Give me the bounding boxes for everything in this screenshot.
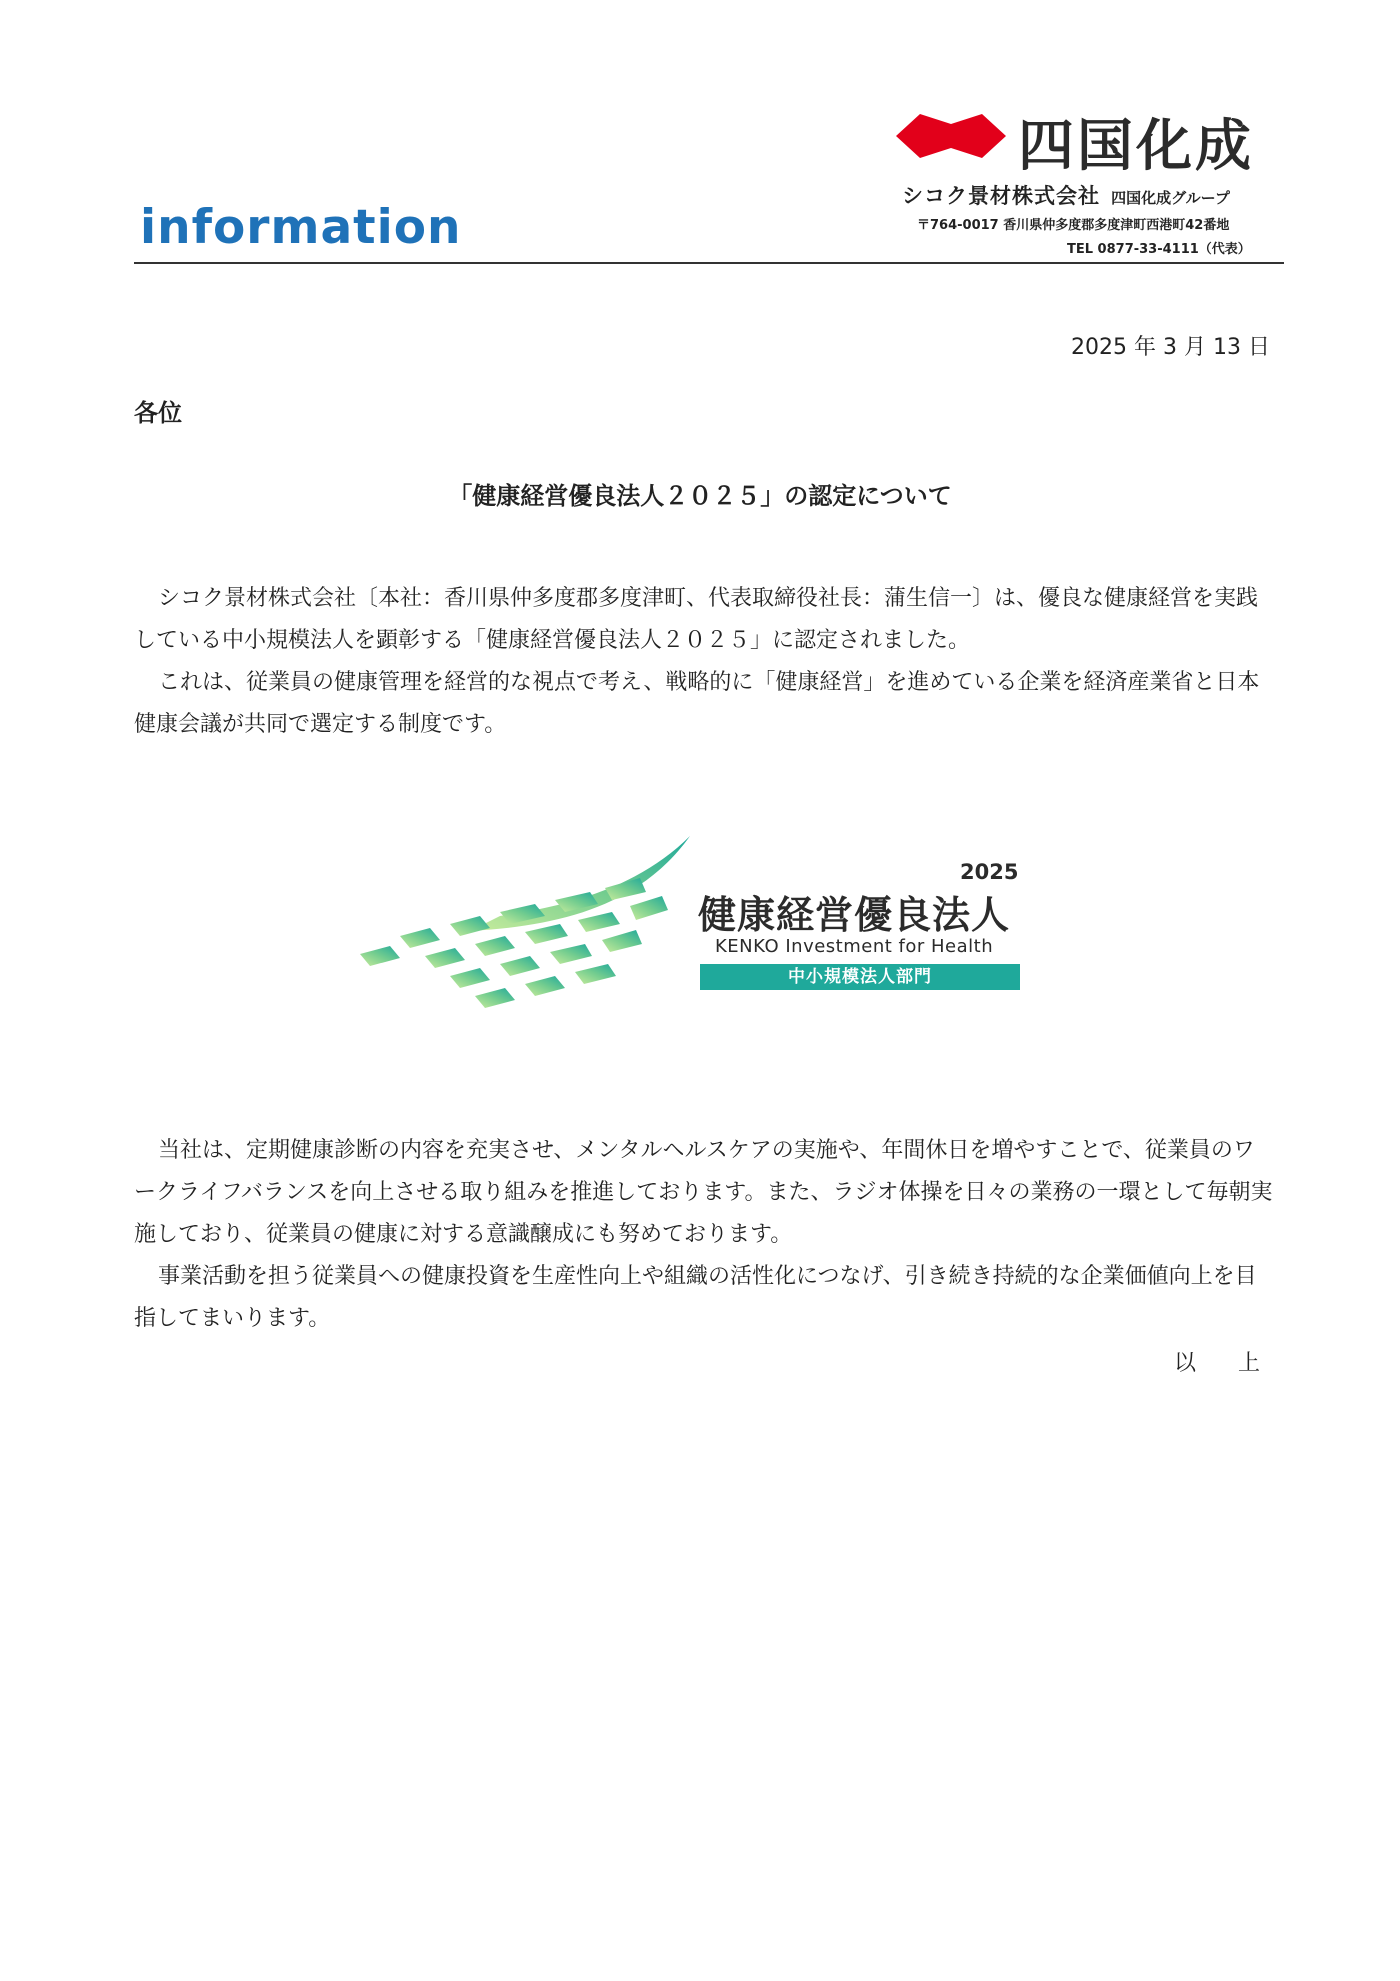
company-tel: TEL 0877-33-4111（代表）: [1067, 242, 1251, 257]
header-divider: [134, 262, 1284, 264]
checkered-wing-icon: [340, 836, 710, 1016]
company-address: 〒764-0017 香川県仲多度郡多度津町西港町42番地: [917, 218, 1230, 233]
brand-name: 四国化成: [1018, 114, 1254, 179]
paragraph-4: 事業活動を担う従業員への健康投資を生産性向上や組織の活性化につなげ、引き続き持続的な企業価値向上を目指してまいります。: [134, 1264, 1257, 1331]
company-line: [902, 180, 1230, 210]
recipient: 各位: [134, 399, 182, 427]
logo-category-badge: 中小規模法人部門: [700, 964, 1020, 990]
paragraph-3: 当社は、定期健康診断の内容を充実させ、メンタルヘルスケアの実施や、年間休日を増やすことで、従業員のワークライフバランスを向上させる取り組みを推進しております。また、ラジオ体操を日々の業務の一環として毎朝実施しており、従業員の健康に対する意識醸成にも努めております。: [134, 1138, 1273, 1247]
paragraph-1: シコク景材株式会社〔本社：香川県仲多度郡多度津町、代表取締役社長：蒲生信一〕は、優良な健康経営を実践している中小規模法人を顕彰する「健康経営優良法人２０２５」に認定されました。: [134, 586, 1259, 653]
information-heading: information: [140, 200, 462, 255]
logo-english: KENKO Investment for Health: [715, 936, 994, 957]
paragraph-2: これは、従業員の健康管理を経営的な視点で考え、戦略的に「健康経営」を進めている企業を経済産業省と日本健康会議が共同で選定する制度です。: [134, 670, 1260, 737]
shikoku-kasei-logo-icon: [896, 104, 1006, 168]
closing-mark: 以 上: [1173, 1351, 1270, 1376]
logo-title: 健康経営優良法人: [698, 893, 1011, 937]
logo-year: 2025: [960, 860, 1019, 884]
kenko-keiei-logo: [340, 836, 1020, 1016]
document-title: 「健康経営優良法人２０２５」の認定について: [448, 482, 952, 510]
company-group: 四国化成グループ: [1111, 189, 1230, 207]
company-name: シコク景材株式会社: [902, 184, 1100, 208]
document-date: 2025 年 3 月 13 日: [1071, 335, 1270, 360]
